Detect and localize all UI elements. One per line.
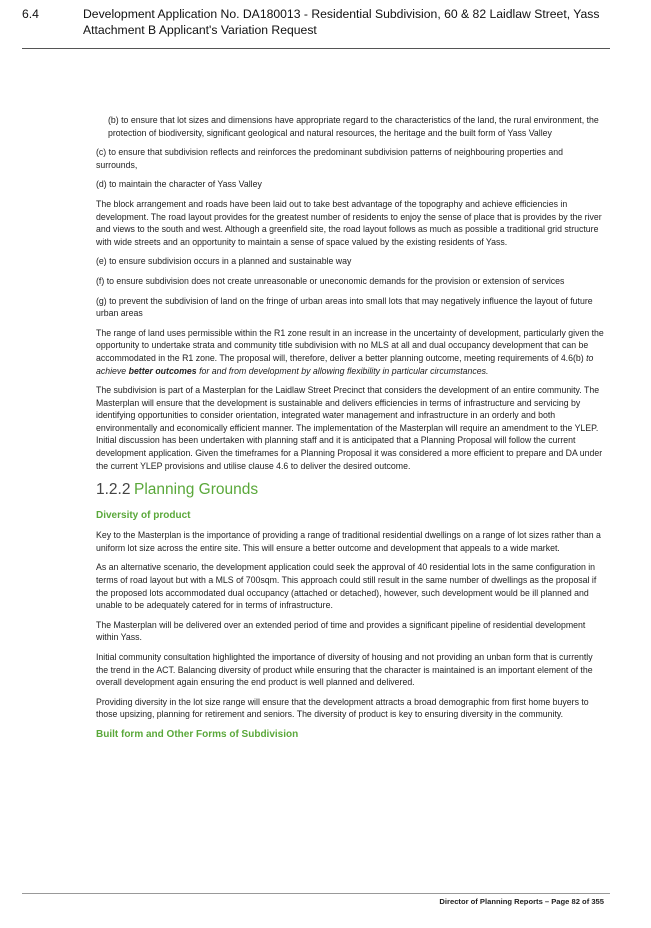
section-number: 6.4 (22, 7, 39, 21)
objective-d: (d) to maintain the character of Yass Valley (96, 179, 262, 190)
range-paragraph: The range of land uses permissible within the R1 zone result in an increase in the uncertainty of development, particularly given the opportunity to undertake strata and community title subdivision with no MLS at all and dual occupancy development that can be accommodated in the R1 zone. The proposal will, therefore, deliver a better planning outcome, meeting requirements of 4.6(b) to achieve better outcomes for and from development by allowing flexibility in particular circumstances. (96, 327, 604, 376)
page-footer: Director of Planning Reports – Page 82 of 355 (439, 897, 604, 906)
objective-e: (e) to ensure subdivision occurs in a planned and sustainable way (96, 256, 352, 267)
diversity-heading: Diversity of product (96, 510, 191, 522)
header-title: Development Application No. DA180013 - Residential Subdivision, 60 & 82 Laidlaw Street, Yass (83, 7, 600, 21)
document-body (96, 114, 604, 748)
objective-f: (f) to ensure subdivision does not create unreasonable or uneconomic demands for the provision or extension of services (96, 275, 565, 286)
objective-c: (c) to ensure that subdivision reflects and reinforces the predominant subdivision patterns of neighbouring properties and surrounds, (96, 147, 563, 170)
diversity-paragraph-3: The Masterplan will be delivered over an extended period of time and provides a significant pipeline of residential development within Yass. (96, 619, 586, 643)
masterplan-paragraph: The subdivision is part of a Masterplan for the Laidlaw Street Precinct that considers the development of an entire community. The Masterplan will ensure that the development is sustainable and delivers efficiencies in terms of infrastructure and servicing by identifying opportunities to consider orientation, integrated water management and infrastructure in an orderly and both environmentally and economically efficient manner. The implementation of the Masterplan will require an amendment to the YLEP. Initial discussion has been undertaken with planning staff and it is anticipated that a Planning Proposal will follow the current development application. Given the timeframes for a Planning Proposal it was considered a more efficient to prepare and DA under the current YLEP provisions and utilise clause 4.6 to deliver the desired outcome. (96, 385, 603, 471)
diversity-paragraph-5: Providing diversity in the lot size range will ensure that the development attracts a broad demographic from first home buyers to those upsizing, planning for retirement and seniors. The diversity of product is key to ensuring diversity in the community. (96, 696, 589, 720)
objective-g: (g) to prevent the subdivision of land on the fringe of urban areas into small lots that may negatively influence the layout of future urban areas (96, 295, 593, 319)
objective-b: (b) to ensure that lot sizes and dimensions have appropriate regard to the characteristics of the land, the rural environment, the protection of biodiversity, significant geological and natural resources, the heritage and the built form of Yass Valley (108, 115, 599, 138)
built-form-heading: Built form and Other Forms of Subdivision (96, 728, 299, 740)
diversity-paragraph-1: Key to the Masterplan is the importance of providing a range of traditional residential dwellings on a range of lot sizes rather than a uniform lot size across the entire site. This will ensure a better outcome and development that appeals to a wide market. (96, 530, 601, 553)
header-divider (22, 48, 610, 49)
section-heading: 1.2.2 Planning Grounds (96, 481, 259, 499)
attachment-title: Attachment B Applicant's Variation Request (83, 23, 317, 37)
footer-divider (22, 893, 610, 894)
diversity-paragraph-2: As an alternative scenario, the development application could seek the approval of 40 residential lots in the same configuration in terms of road layout but with a MLS of 700sqm. This approach could still result in the same number of dwellings as the proposal if the proposed lots accommodated dual occupancy (attached or detached), however, such development would be ill planned and unable to be adequately catered for in terms of infrastructure. (96, 562, 597, 611)
diversity-paragraph-4: Initial community consultation highlighted the importance of diversity of housing and not providing an unban form that is currently the trend in the ACT. Balancing diversity of product while ensuring that the character is maintained is an important element of the overall development again ensuring the end product is well planned and delivered. (96, 652, 593, 688)
objective-d-response: The block arrangement and roads have been laid out to take best advantage of the topography and achieve efficiencies in development. The road layout provides for the greatest number of residents to enjoy the sense of place that is provides by the river and views to the south and west. Although a greenfield site, the road layout follows as much as possible a traditional grid structure with wide streets and an opportunity to maintain a sense of space valued by the existing residents of Yass. (96, 198, 602, 247)
